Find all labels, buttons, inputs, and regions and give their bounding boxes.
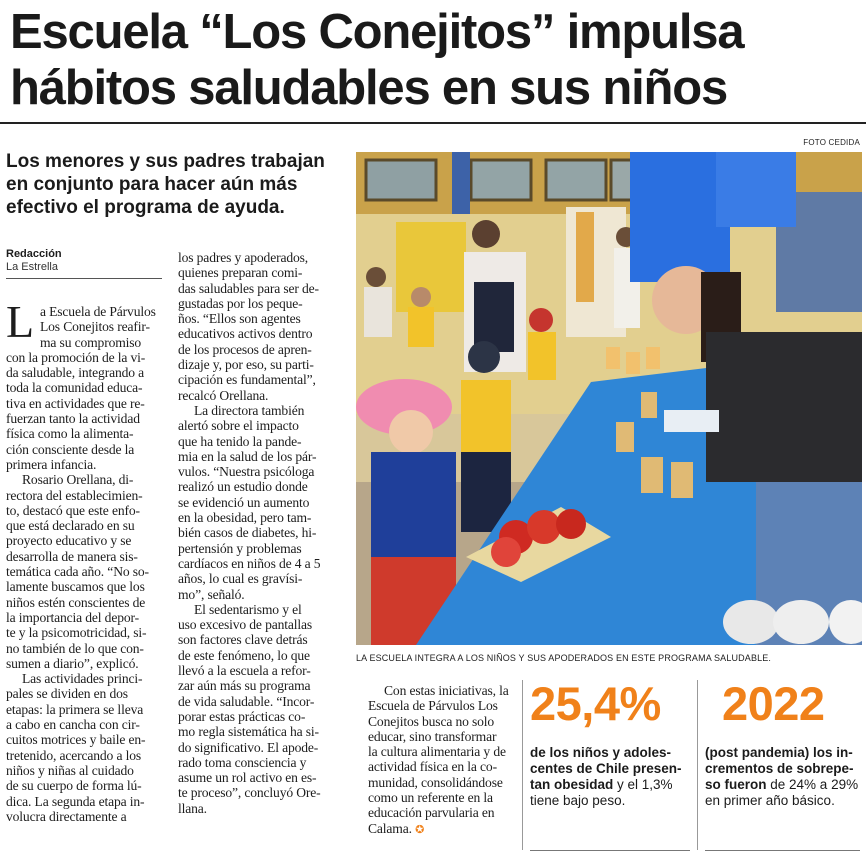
column-line: mo regla sistemática ha si- <box>178 724 319 740</box>
column-line: recalcó Orellana. <box>178 387 269 403</box>
column-line: porar estas prácticas co- <box>178 708 306 724</box>
column-line: rectora del establecimien- <box>6 487 143 503</box>
column-line: asume un rol activo en es- <box>178 770 317 786</box>
subhead-line-1: Los menores y sus padres trabajan <box>6 151 325 172</box>
stat-text-2 <box>705 745 863 809</box>
column-line: llana. <box>178 800 207 816</box>
end-of-article-icon: ✪ <box>415 823 425 836</box>
column-line: Las actividades princi- <box>22 671 143 687</box>
column-line: rado toma consciencia y <box>178 754 307 770</box>
column-line: El sedentarismo y el <box>194 601 302 617</box>
column-line: ma su compromiso <box>40 334 142 350</box>
column-line: que ha tenido la pande- <box>178 433 302 449</box>
column-line: ños. “Ellos son agentes <box>178 311 301 327</box>
byline-outlet: La Estrella <box>6 261 58 273</box>
photo-illustration <box>356 152 862 645</box>
column-line: tiva en actividades que re- <box>6 395 145 411</box>
byline-divider <box>6 278 162 279</box>
stat-text-1 <box>530 745 710 809</box>
column-line: ción consciente desde la <box>6 441 135 457</box>
column-line: quienes preparan comi- <box>178 265 303 281</box>
stat2-bold-1: (post pandemia) los in- <box>705 745 853 760</box>
column-line: actividad física en la co- <box>368 759 497 775</box>
body-column-1 <box>6 296 164 824</box>
byline <box>6 248 62 274</box>
column-line: das saludables para ser de- <box>178 280 319 296</box>
stat1-bold-2: centes de Chile presen- <box>530 761 682 776</box>
headline-divider <box>0 122 866 124</box>
column-line: mia en la salud de los pár- <box>178 448 317 464</box>
column-line: da saludable, integrando a <box>6 365 145 381</box>
column-line: La directora también <box>194 402 305 418</box>
column-line: pales se dividen en dos <box>6 686 128 702</box>
stat-bottom-rule-2 <box>705 850 860 851</box>
column-line: temática cada año. “No so- <box>6 564 149 580</box>
column-line: fuerzan tanto la actividad <box>6 411 140 427</box>
column-line: lamente buscamos que los <box>6 579 145 595</box>
stat2-bold-2: crementos de sobrepe- <box>705 761 854 776</box>
stat2-rest-line: en primer año básico. <box>705 793 835 808</box>
stat2-rest-inline: de 24% a 29% <box>766 777 859 792</box>
column-line: son factores clave detrás <box>178 632 308 648</box>
column-line: primera infancia. <box>6 456 97 472</box>
column-line: no también de lo que con- <box>6 640 144 656</box>
stat-bottom-rule-1 <box>530 850 690 851</box>
byline-author: Redacción <box>6 248 62 260</box>
column-line: vulos. “Nuestra psicóloga <box>178 464 315 480</box>
headline <box>10 4 860 116</box>
column-line: etapas: la primera se lleva <box>6 701 144 717</box>
subhead-line-2: en conjunto para hacer aún más <box>6 174 298 195</box>
column-line: uso excesivo de pantallas <box>178 617 313 633</box>
column-line: Los Conejitos reafir- <box>40 319 150 335</box>
subhead-line-3: efectivo el programa de ayuda. <box>6 197 285 218</box>
photo-credit: FOTO CEDIDA <box>803 138 860 147</box>
column-line: los padres y apoderados, <box>178 250 309 265</box>
headline-line-1: Escuela “Los Conejitos” impulsa <box>10 5 744 59</box>
body-column-3 <box>368 683 518 838</box>
headline-line-2: hábitos saludables en sus niños <box>10 61 728 115</box>
column-line: física como la alimenta- <box>6 426 134 442</box>
column-line: Conejitos busca no solo <box>368 713 495 729</box>
column-line: bién casos de diabetes, hi- <box>178 525 317 541</box>
column-line: mo”, señaló. <box>178 586 245 602</box>
column-line: do significativo. El apode- <box>178 739 319 755</box>
stat1-rest-inline: y el 1,3% <box>613 777 673 792</box>
column-line: de vida saludable. “Incor- <box>178 693 315 709</box>
column-line: a cabo en cancha con cir- <box>6 717 140 733</box>
column-line: la cultura alimentaria y de <box>368 744 506 760</box>
subheadline <box>6 150 346 219</box>
photo-caption: LA ESCUELA INTEGRA A LOS NIÑOS Y SUS APODERADOS EN ESTE PROGRAMA SALUDABLE. <box>356 653 772 663</box>
column-line: se evidenció un aumento <box>178 494 310 510</box>
column-line: te proceso”, concluyó Ore- <box>178 785 321 801</box>
column-line: cuitos motrices y baile en- <box>6 732 146 748</box>
column-line: gustadas por los peque- <box>178 295 303 311</box>
column-line: niños y niñas al cuidado <box>6 762 134 778</box>
column-line: sumen a diario”, explicó. <box>6 655 139 671</box>
column-line: Escuela de Párvulos Los <box>368 698 498 714</box>
column-line: dizaje y, por eso, su parti- <box>178 357 314 373</box>
stat-value-1: 25,4% <box>530 677 661 730</box>
column-line: realizó un estudio donde <box>178 479 308 495</box>
column-line: dica. La segunda etapa in- <box>6 793 145 809</box>
column-line: volucra directamente a <box>6 808 127 824</box>
column-line: como un referente en la <box>368 790 493 806</box>
column-line: educación parvularia en <box>368 805 495 821</box>
column-line: Calama. ✪ <box>368 820 425 836</box>
column-line: te y la psicomotricidad, si- <box>6 625 147 641</box>
column-line: cipación es fundamental”, <box>178 372 316 388</box>
column-line: llevó a la escuela a refor- <box>178 663 311 679</box>
column-line: con la promoción de la vi- <box>6 349 146 365</box>
column-line: to, destacó que este enfo- <box>6 502 140 518</box>
column-line: educativos activos dentro <box>178 326 313 342</box>
column-line: proyecto educativo y se <box>6 533 132 549</box>
stat1-rest-line: tiene bajo peso. <box>530 793 626 808</box>
column-line: pertensión y problemas <box>178 540 302 556</box>
column-line: munidad, consolidándose <box>368 774 503 790</box>
column-line: años, lo cual es gravísi- <box>178 571 303 587</box>
stat-value-2: 2022 <box>722 677 825 730</box>
column-line: toda la comunidad educa- <box>6 380 143 396</box>
column-line: de su cuerpo de forma lú- <box>6 778 142 794</box>
column-line: de los procesos de apren- <box>178 341 312 357</box>
column-line: zar aún más su programa <box>178 678 311 694</box>
stat1-bold-1: de los niños y adoles- <box>530 745 672 760</box>
column-line: tretenido, acercando a los <box>6 747 141 763</box>
drop-cap: L <box>6 296 35 347</box>
body-column-2 <box>178 250 338 816</box>
column-line: desarrolla de manera sis- <box>6 548 138 564</box>
stat1-bold-3: tan obesidad <box>530 777 614 792</box>
column-line: Con estas iniciativas, la <box>384 683 509 698</box>
column-line: en la obesidad, pero tam- <box>178 510 312 526</box>
column-line: cardíacos en niños de 4 a 5 <box>178 555 321 571</box>
column-line: a Escuela de Párvulos <box>40 304 156 319</box>
column-line: educar, sino transformar <box>368 728 497 744</box>
column-line: de este fenómeno, lo que <box>178 647 310 663</box>
stat2-bold-3: so fueron <box>705 777 767 792</box>
article-photo <box>356 152 862 645</box>
column-line: que está declarado en su <box>6 518 135 534</box>
column-line: la importancia del depor- <box>6 609 139 625</box>
stat-divider-1 <box>522 680 523 850</box>
column-line: alertó sobre el impacto <box>178 418 299 434</box>
column-line: Rosario Orellana, di- <box>22 472 134 488</box>
column-line: niños estén conscientes de <box>6 594 146 610</box>
